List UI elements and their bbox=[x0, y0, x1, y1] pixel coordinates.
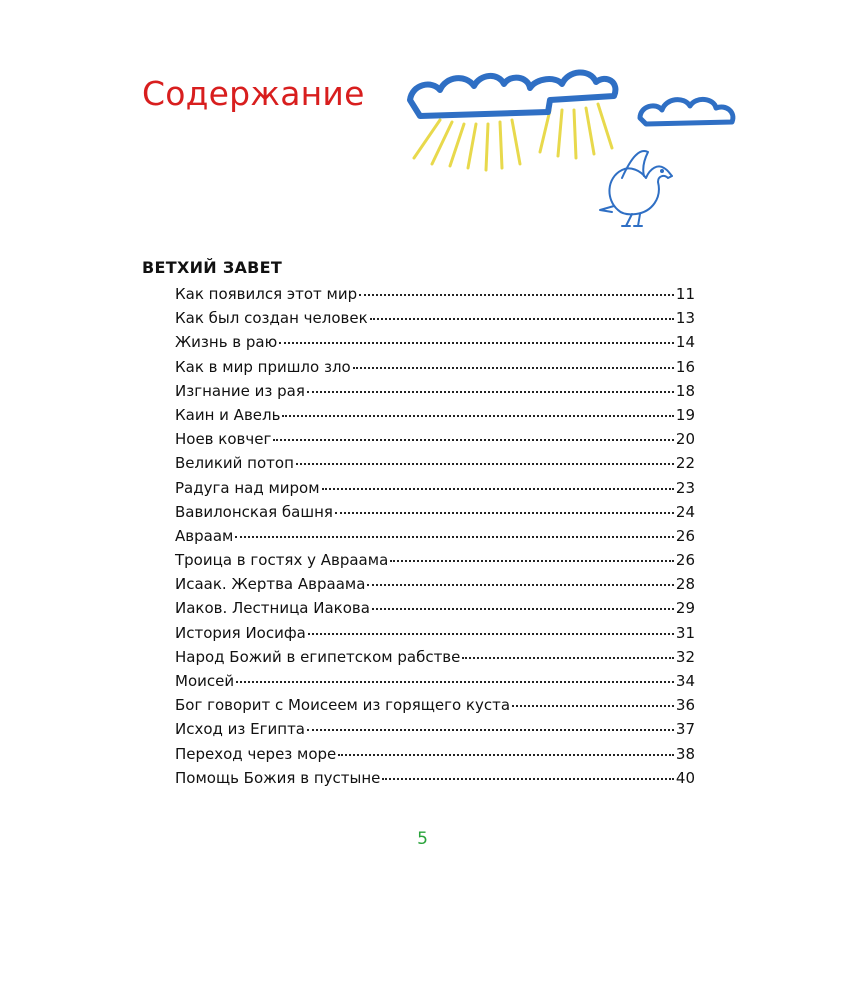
toc-entry-page: 26 bbox=[675, 526, 695, 545]
toc-entry-title: Изгнание из рая bbox=[175, 381, 305, 400]
toc-entry-page: 40 bbox=[675, 768, 695, 787]
toc-entry[interactable] bbox=[175, 527, 695, 551]
dot-leader bbox=[382, 778, 674, 780]
dot-leader bbox=[370, 318, 674, 320]
toc-entry[interactable] bbox=[175, 551, 695, 575]
dot-leader bbox=[372, 608, 674, 610]
toc-entry-title: Жизнь в раю bbox=[175, 333, 278, 352]
toc-entry-page: 28 bbox=[675, 575, 695, 594]
toc-entry-title: История Иосифа bbox=[175, 623, 306, 642]
toc-entry-page: 18 bbox=[675, 381, 695, 400]
toc-entry-page: 36 bbox=[675, 696, 695, 715]
dot-leader bbox=[296, 463, 674, 465]
toc-entry-page: 23 bbox=[675, 478, 695, 497]
toc-entry-page: 31 bbox=[675, 623, 695, 642]
dot-leader bbox=[279, 342, 674, 344]
toc-entry-title: Как в мир пришло зло bbox=[175, 357, 351, 376]
dot-leader bbox=[322, 488, 674, 490]
toc-entry-page: 26 bbox=[675, 551, 695, 570]
dot-leader bbox=[282, 415, 673, 417]
toc-entry-title: Ноев ковчег bbox=[175, 430, 272, 449]
dot-leader bbox=[353, 367, 674, 369]
dot-leader bbox=[359, 294, 674, 296]
toc-entry-title: Исаак. Жертва Авраама bbox=[175, 575, 366, 594]
toc-entry-title: Помощь Божия в пустыне bbox=[175, 768, 381, 787]
toc-entry-title: Переход через море bbox=[175, 744, 337, 763]
toc-entry-page: 11 bbox=[675, 285, 695, 303]
toc-entry-title: Иаков. Лестница Иакова bbox=[175, 599, 370, 618]
dot-leader bbox=[307, 391, 674, 393]
toc-entry[interactable] bbox=[175, 503, 695, 527]
toc-entry[interactable] bbox=[175, 720, 695, 744]
dove-and-clouds-icon bbox=[400, 60, 745, 232]
toc-entry-title: Как был создан человек bbox=[175, 309, 368, 328]
toc-entry[interactable] bbox=[175, 382, 695, 406]
dot-leader bbox=[390, 560, 674, 562]
toc-entry[interactable] bbox=[175, 624, 695, 648]
toc-entry[interactable] bbox=[175, 769, 695, 793]
toc-entry-page: 19 bbox=[675, 405, 695, 424]
dot-leader bbox=[236, 681, 674, 683]
dot-leader bbox=[462, 657, 674, 659]
toc-entry-title: Вавилонская башня bbox=[175, 502, 333, 521]
toc-entry[interactable] bbox=[175, 745, 695, 769]
dot-leader bbox=[338, 754, 674, 756]
toc-entry[interactable] bbox=[175, 285, 695, 309]
dot-leader bbox=[307, 729, 674, 731]
toc-entry-title: Радуга над миром bbox=[175, 478, 320, 497]
toc-entry[interactable] bbox=[175, 454, 695, 478]
page-number: 5 bbox=[417, 829, 428, 849]
toc-entry[interactable] bbox=[175, 333, 695, 357]
toc-entry-title: Троица в гостях у Авраама bbox=[175, 551, 389, 570]
toc-entry[interactable] bbox=[175, 696, 695, 720]
toc-entry-title: Бог говорит с Моисеем из горящего куста bbox=[175, 696, 511, 715]
right-cloud bbox=[640, 99, 733, 124]
table-of-contents bbox=[175, 285, 695, 793]
toc-entry-page: 37 bbox=[675, 720, 695, 739]
toc-entry[interactable] bbox=[175, 358, 695, 382]
toc-entry-page: 32 bbox=[675, 647, 695, 666]
toc-entry[interactable] bbox=[175, 599, 695, 623]
dot-leader bbox=[335, 512, 674, 514]
toc-entry-page: 13 bbox=[675, 309, 695, 328]
page-title: Содержание bbox=[142, 74, 365, 113]
toc-entry-title: Моисей bbox=[175, 672, 235, 690]
toc-entry[interactable] bbox=[175, 672, 695, 696]
toc-entry[interactable] bbox=[175, 575, 695, 599]
toc-entry[interactable] bbox=[175, 648, 695, 672]
toc-entry-title: Авраам bbox=[175, 526, 234, 545]
toc-entry-page: 22 bbox=[675, 454, 695, 473]
dove bbox=[600, 151, 672, 226]
toc-entry-page: 34 bbox=[675, 672, 695, 690]
toc-entry-title: Каин и Авель bbox=[175, 405, 281, 424]
toc-entry-title: Великий потоп bbox=[175, 454, 294, 473]
dot-leader bbox=[512, 705, 674, 707]
toc-entry-title: Как появился этот мир bbox=[175, 285, 358, 303]
toc-entry-page: 29 bbox=[675, 599, 695, 618]
dot-leader bbox=[367, 584, 673, 586]
toc-entry[interactable] bbox=[175, 430, 695, 454]
toc-entry-page: 14 bbox=[675, 333, 695, 352]
toc-entry-page: 20 bbox=[675, 430, 695, 449]
toc-entry-title: Народ Божий в египетском рабстве bbox=[175, 647, 461, 666]
toc-entry[interactable] bbox=[175, 479, 695, 503]
dot-leader bbox=[235, 536, 674, 538]
section-heading: ВЕТХИЙ ЗАВЕТ bbox=[142, 258, 283, 277]
toc-entry[interactable] bbox=[175, 309, 695, 333]
toc-entry-title: Исход из Египта bbox=[175, 720, 305, 739]
toc-entry-page: 16 bbox=[675, 357, 695, 376]
toc-entry-page: 24 bbox=[675, 502, 695, 521]
toc-entry[interactable] bbox=[175, 406, 695, 430]
dot-leader bbox=[273, 439, 674, 441]
dot-leader bbox=[308, 633, 674, 635]
left-cloud bbox=[410, 72, 615, 116]
toc-entry-page: 38 bbox=[675, 744, 695, 763]
